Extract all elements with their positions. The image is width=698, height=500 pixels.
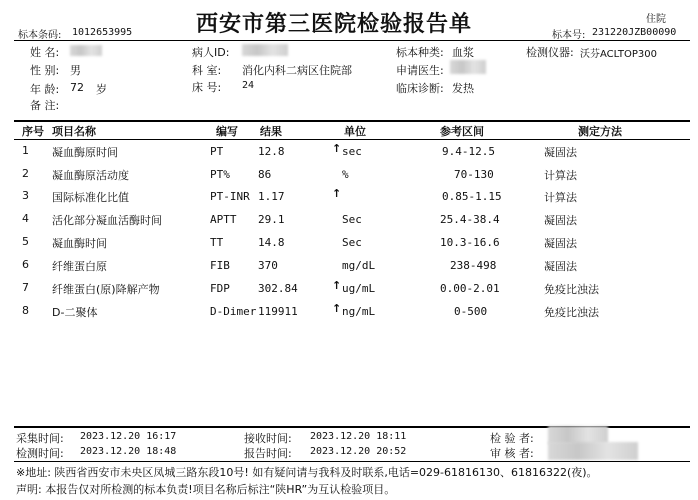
remarks-label: 备 注: [30, 99, 60, 112]
specimen-no-label: 标本号: [552, 30, 586, 41]
ward-type: 住院 [646, 14, 666, 25]
reviewer-label: 审 核 者: [490, 447, 534, 460]
row-item: 纤维蛋白(原)降解产物 [52, 283, 160, 296]
row-flag-up-icon: ↑ [332, 187, 342, 200]
receive-time: 2023.12.20 18:11 [310, 431, 407, 442]
row-result: 119911 [258, 305, 298, 318]
instrument-label: 检测仪器: [526, 46, 574, 59]
row-method: 免疫比浊法 [544, 283, 599, 296]
row-no: 5 [22, 235, 29, 248]
doctor-label: 申请医生: [396, 64, 444, 77]
col-range-header: 参考区间 [440, 125, 484, 138]
col-item-header: 项目名称 [52, 125, 96, 138]
doctor-redacted [450, 60, 486, 74]
row-unit: ug/mL [342, 282, 376, 295]
row-item: 凝血酶时间 [52, 237, 107, 250]
row-no: 7 [22, 281, 29, 294]
specimen-type-label: 标本种类: [396, 46, 444, 59]
row-item: D-二聚体 [52, 306, 98, 319]
row-method: 凝固法 [544, 146, 577, 159]
row-code: FDP [210, 282, 230, 295]
age-unit: 岁 [96, 83, 107, 96]
diagnosis-value: 发热 [452, 82, 474, 95]
specimen-type-value: 血浆 [452, 46, 474, 59]
gender-value: 男 [70, 64, 81, 77]
row-item: 凝血酶原活动度 [52, 169, 129, 182]
patient-id-label: 病人ID: [192, 46, 230, 59]
row-result: 14.8 [258, 236, 285, 249]
diagnosis-label: 临床诊断: [396, 82, 444, 95]
table-header-rule [14, 139, 690, 140]
row-range: 0.00-2.01 [440, 282, 500, 295]
row-range: 9.4-12.5 [442, 145, 495, 158]
table-top-rule [14, 120, 690, 122]
name-label: 姓 名: [30, 46, 60, 59]
row-item: 国际标准化比值 [52, 191, 129, 204]
disclaimer-note: 声明: 本报告仅对所检测的标本负责!项目名称后标注“陕HR”为互认检验项目。 [16, 483, 396, 496]
footer-mid-rule [14, 461, 690, 462]
row-item: 凝血酶原时间 [52, 146, 118, 159]
row-method: 凝固法 [544, 260, 577, 273]
specimen-no: 231220JZB00090 [592, 27, 677, 38]
row-flag-up-icon: ↑ [332, 279, 342, 292]
bed-value: 24 [242, 80, 255, 91]
reviewer-signature-redacted [548, 442, 638, 460]
table-row [14, 258, 690, 280]
collect-time: 2023.12.20 16:17 [80, 431, 177, 442]
row-result: 86 [258, 168, 272, 181]
row-method: 计算法 [544, 191, 577, 204]
row-result: 12.8 [258, 145, 285, 158]
instrument-value: 沃芬ACLTOP300 [580, 49, 657, 60]
row-result: 1.17 [258, 190, 285, 203]
row-range: 238-498 [450, 259, 497, 272]
row-unit: mg/dL [342, 259, 376, 272]
col-result-header: 结果 [260, 125, 282, 138]
table-row [14, 235, 690, 257]
col-unit-header: 单位 [344, 125, 366, 138]
row-no: 8 [22, 304, 29, 317]
row-unit: ng/mL [342, 305, 376, 318]
row-code: PT-INR [210, 190, 250, 203]
header-divider [14, 40, 690, 41]
row-unit: Sec [342, 213, 362, 226]
specimen-barcode-label: 标本条码: [18, 30, 62, 41]
row-code: APTT [210, 213, 237, 226]
row-range: 0-500 [454, 305, 488, 318]
col-method-header: 测定方法 [578, 125, 622, 138]
row-method: 计算法 [544, 169, 577, 182]
row-method: 凝固法 [544, 237, 577, 250]
specimen-barcode: 1012653995 [72, 27, 133, 38]
table-row [14, 144, 690, 166]
row-method: 免疫比浊法 [544, 306, 599, 319]
row-range: 0.85-1.15 [442, 190, 502, 203]
row-unit: Sec [342, 236, 362, 249]
age-label: 年 龄: [30, 83, 60, 96]
row-no: 3 [22, 189, 29, 202]
col-no-header: 序号 [22, 125, 44, 138]
gender-label: 性 别: [30, 64, 60, 77]
table-row [14, 304, 690, 326]
row-range: 70-130 [454, 168, 494, 181]
department-value: 消化内科二病区住院部 [242, 64, 352, 77]
report-time: 2023.12.20 20:52 [310, 446, 407, 457]
table-row [14, 281, 690, 303]
row-no: 6 [22, 258, 29, 271]
row-method: 凝固法 [544, 214, 577, 227]
report-title: 西安市第三医院检验报告单 [196, 11, 473, 37]
row-code: PT% [210, 168, 230, 181]
row-unit: sec [342, 145, 362, 158]
row-code: D-Dimer [210, 305, 257, 318]
row-result: 370 [258, 259, 278, 272]
table-row [14, 189, 690, 211]
receive-time-label: 接收时间: [244, 432, 292, 445]
tester-label: 检 验 者: [490, 432, 534, 445]
name-redacted [70, 45, 102, 56]
test-time-label: 检测时间: [16, 447, 64, 460]
patient-id-redacted [242, 44, 288, 56]
row-unit: % [342, 168, 349, 181]
test-time: 2023.12.20 18:48 [80, 446, 177, 457]
address-note: ※地址: 陕西省西安市未央区凤城三路东段10号! 如有疑问请与我科及时联系,电话=029-61816130、61816322(夜)。 [16, 466, 598, 479]
report-time-label: 报告时间: [244, 447, 292, 460]
row-code: FIB [210, 259, 230, 272]
collect-time-label: 采集时间: [16, 432, 64, 445]
row-flag-up-icon: ↑ [332, 302, 342, 315]
row-item: 活化部分凝血活酶时间 [52, 214, 162, 227]
department-label: 科 室: [192, 64, 222, 77]
table-row [14, 212, 690, 234]
row-flag-up-icon: ↑ [332, 142, 342, 155]
row-code: TT [210, 236, 224, 249]
row-result: 29.1 [258, 213, 285, 226]
bed-label: 床 号: [192, 81, 222, 94]
row-no: 1 [22, 144, 29, 157]
row-code: PT [210, 145, 224, 158]
row-no: 2 [22, 167, 29, 180]
row-no: 4 [22, 212, 29, 225]
row-result: 302.84 [258, 282, 298, 295]
row-range: 25.4-38.4 [440, 213, 500, 226]
row-range: 10.3-16.6 [440, 236, 500, 249]
col-code-header: 编写 [216, 125, 238, 138]
row-item: 纤维蛋白原 [52, 260, 107, 273]
age-value: 72 [70, 81, 84, 94]
table-row [14, 167, 690, 189]
